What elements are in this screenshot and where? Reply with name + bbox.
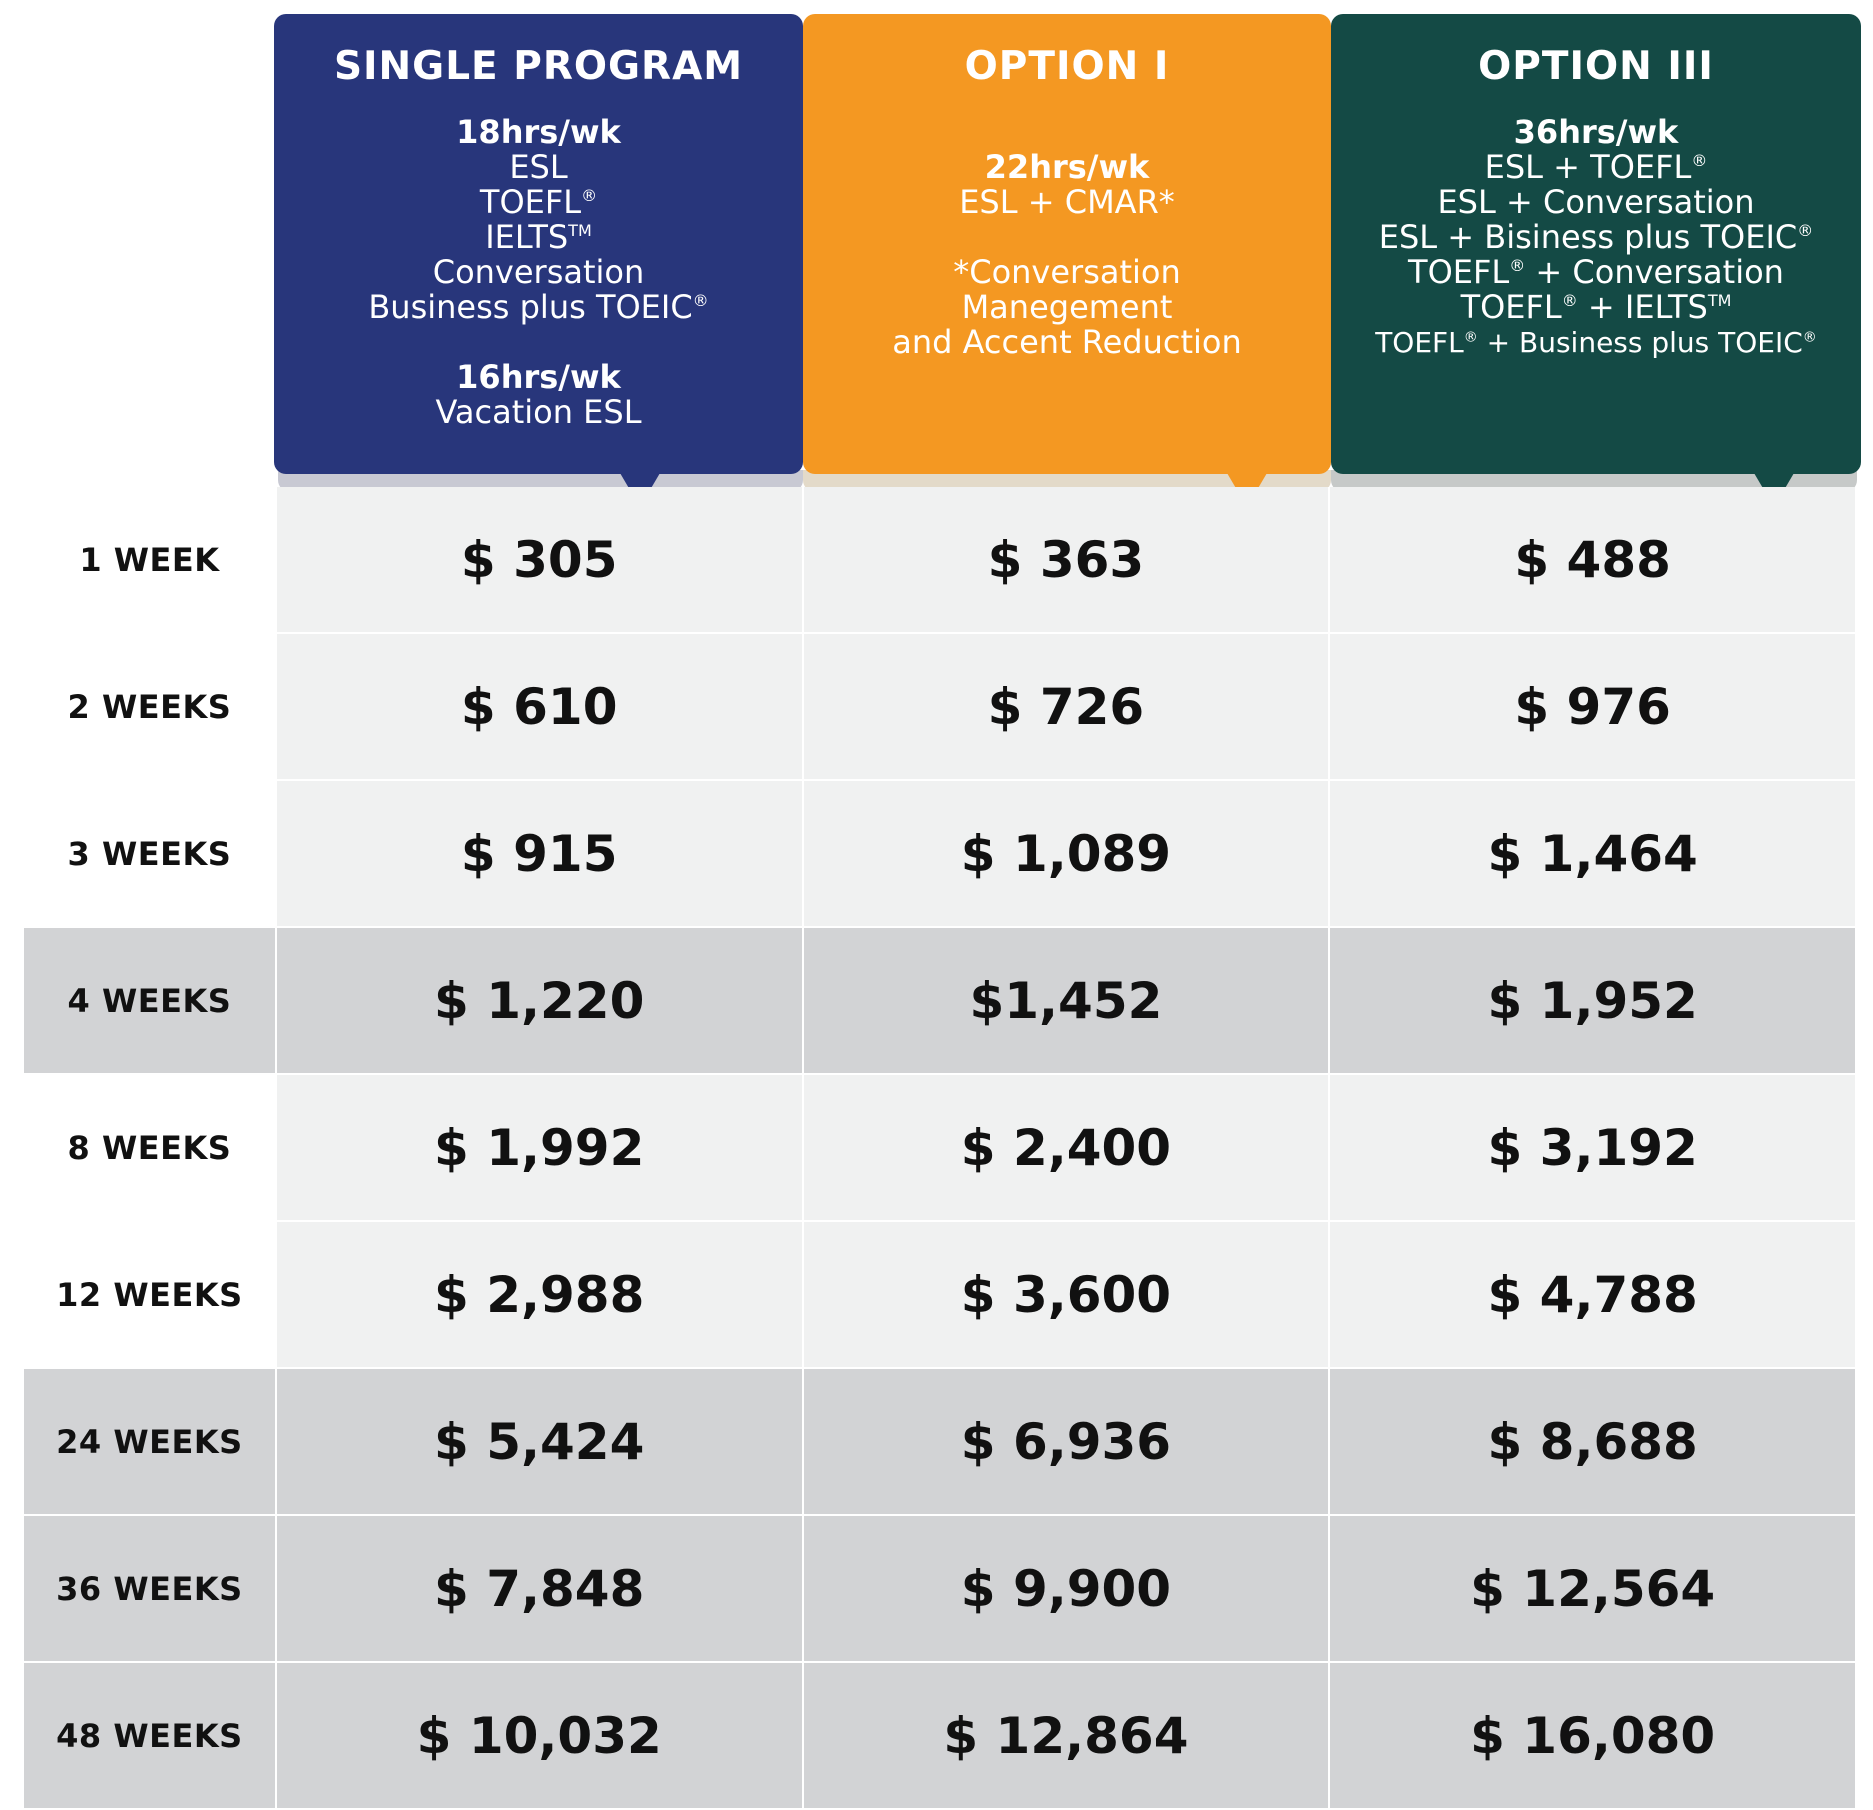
duration-label: 36 WEEKS (24, 1516, 277, 1663)
duration-label: 48 WEEKS (24, 1663, 277, 1810)
line-text: Conversation (432, 253, 645, 291)
price-cell: $ 363 (804, 487, 1331, 634)
price-cell: $ 1,089 (804, 781, 1331, 928)
plan-course-line (274, 185, 803, 220)
plan-title: OPTION III (1478, 44, 1714, 89)
line-gap (803, 115, 1331, 150)
line-gap (274, 325, 803, 360)
table-row (24, 1369, 1857, 1516)
trademark-mark: ® (581, 186, 598, 205)
price-cell: $ 10,032 (277, 1663, 804, 1810)
line-text: 22hrs/wk (984, 148, 1150, 186)
line-text: ESL (509, 148, 568, 186)
line-text: TOEFL (1375, 326, 1464, 359)
trademark-mark: ® (692, 291, 709, 310)
price-cell: $ 8,688 (1330, 1369, 1857, 1516)
plan-hours (803, 150, 1331, 185)
plan-description (274, 115, 803, 430)
table-row (24, 1663, 1857, 1810)
table-row (24, 1516, 1857, 1663)
duration-label: 1 WEEK (24, 487, 277, 634)
line-text: ESL + TOEFL (1484, 148, 1692, 186)
line-text: TOEFL (1408, 253, 1510, 291)
table-row (24, 1222, 1857, 1369)
table-row (24, 487, 1857, 634)
plan-description (803, 115, 1331, 360)
plan-course-line (803, 255, 1331, 290)
trademark-mark: ® (1691, 151, 1708, 170)
price-cell: $ 1,952 (1330, 928, 1857, 1075)
price-cell: $ 1,220 (277, 928, 804, 1075)
duration-label: 8 WEEKS (24, 1075, 277, 1222)
plan-title: SINGLE PROGRAM (333, 44, 744, 89)
trademark-mark: ® (1463, 329, 1478, 346)
plan-course-line (803, 325, 1331, 360)
plan-course-line (803, 290, 1331, 325)
line-text: 18hrs/wk (456, 113, 621, 151)
table-row (24, 781, 1857, 928)
line-text: TOEFL (1460, 288, 1562, 326)
line-text: Manegement (961, 288, 1173, 326)
plan-course-line (1331, 150, 1861, 185)
price-cell: $ 305 (277, 487, 804, 634)
plan-title: OPTION I (964, 44, 1170, 89)
plan-card-option-i (803, 14, 1331, 474)
trademark-mark: ® (1802, 329, 1817, 346)
table-row (24, 1075, 1857, 1222)
price-cell: $ 488 (1330, 487, 1857, 634)
line-text: Business plus TOEIC (368, 288, 693, 326)
plan-course-line (274, 395, 803, 430)
plan-hours (274, 115, 803, 150)
duration-label: 4 WEEKS (24, 928, 277, 1075)
price-cell: $ 1,992 (277, 1075, 804, 1222)
line-text: *Conversation (953, 253, 1181, 291)
price-table (24, 487, 1857, 1810)
price-cell: $ 3,600 (804, 1222, 1331, 1369)
price-cell: $ 976 (1330, 634, 1857, 781)
price-cell: $ 12,864 (804, 1663, 1331, 1810)
trademark-mark: TM (568, 221, 592, 240)
plan-hours (1331, 115, 1861, 150)
plan-hours (274, 360, 803, 395)
duration-label: 24 WEEKS (24, 1369, 277, 1516)
price-cell: $ 2,400 (804, 1075, 1331, 1222)
price-cell: $ 726 (804, 634, 1331, 781)
trademark-mark: ® (1509, 256, 1526, 275)
plan-course-line (1331, 255, 1861, 290)
plan-course-line (1331, 290, 1861, 325)
table-row (24, 928, 1857, 1075)
line-text: ESL + Bisiness plus TOEIC (1378, 218, 1798, 256)
line-text: and Accent Reduction (892, 323, 1242, 361)
plan-course-line (1331, 325, 1861, 360)
line-text: Vacation ESL (435, 393, 642, 431)
price-cell: $ 5,424 (277, 1369, 804, 1516)
duration-label: 12 WEEKS (24, 1222, 277, 1369)
price-cell: $ 610 (277, 634, 804, 781)
price-cell: $ 915 (277, 781, 804, 928)
trademark-mark: TM (1707, 291, 1732, 310)
price-cell: $ 12,564 (1330, 1516, 1857, 1663)
plan-course-line (274, 255, 803, 290)
price-cell: $ 1,464 (1330, 781, 1857, 928)
price-cell: $ 9,900 (804, 1516, 1331, 1663)
trademark-mark: ® (1797, 221, 1814, 240)
plan-card-single-program (274, 14, 803, 474)
line-text: IELTS (485, 218, 569, 256)
price-cell: $ 4,788 (1330, 1222, 1857, 1369)
duration-label: 3 WEEKS (24, 781, 277, 928)
trademark-mark: ® (1561, 291, 1578, 310)
plan-course-line (803, 185, 1331, 220)
line-text: + Conversation (1525, 253, 1784, 291)
line-text: ESL + CMAR* (959, 183, 1175, 221)
plan-course-line (274, 150, 803, 185)
line-text: + Business plus TOEIC (1477, 326, 1803, 359)
price-cell: $ 2,988 (277, 1222, 804, 1369)
price-cell: $ 7,848 (277, 1516, 804, 1663)
plan-course-line (1331, 220, 1861, 255)
price-cell: $ 3,192 (1330, 1075, 1857, 1222)
table-row (24, 634, 1857, 781)
plan-course-line (1331, 185, 1861, 220)
line-text: 16hrs/wk (456, 358, 621, 396)
plan-course-line (274, 220, 803, 255)
line-text: TOEFL (479, 183, 582, 221)
duration-label: 2 WEEKS (24, 634, 277, 781)
line-text: ESL + Conversation (1437, 183, 1755, 221)
price-cell: $1,452 (804, 928, 1331, 1075)
price-cell: $ 16,080 (1330, 1663, 1857, 1810)
line-text: 36hrs/wk (1513, 113, 1679, 151)
plan-description (1331, 115, 1861, 360)
line-gap (803, 220, 1331, 255)
line-text: + IELTS (1577, 288, 1708, 326)
plan-course-line (274, 290, 803, 325)
plan-card-option-iii (1331, 14, 1861, 474)
price-cell: $ 6,936 (804, 1369, 1331, 1516)
